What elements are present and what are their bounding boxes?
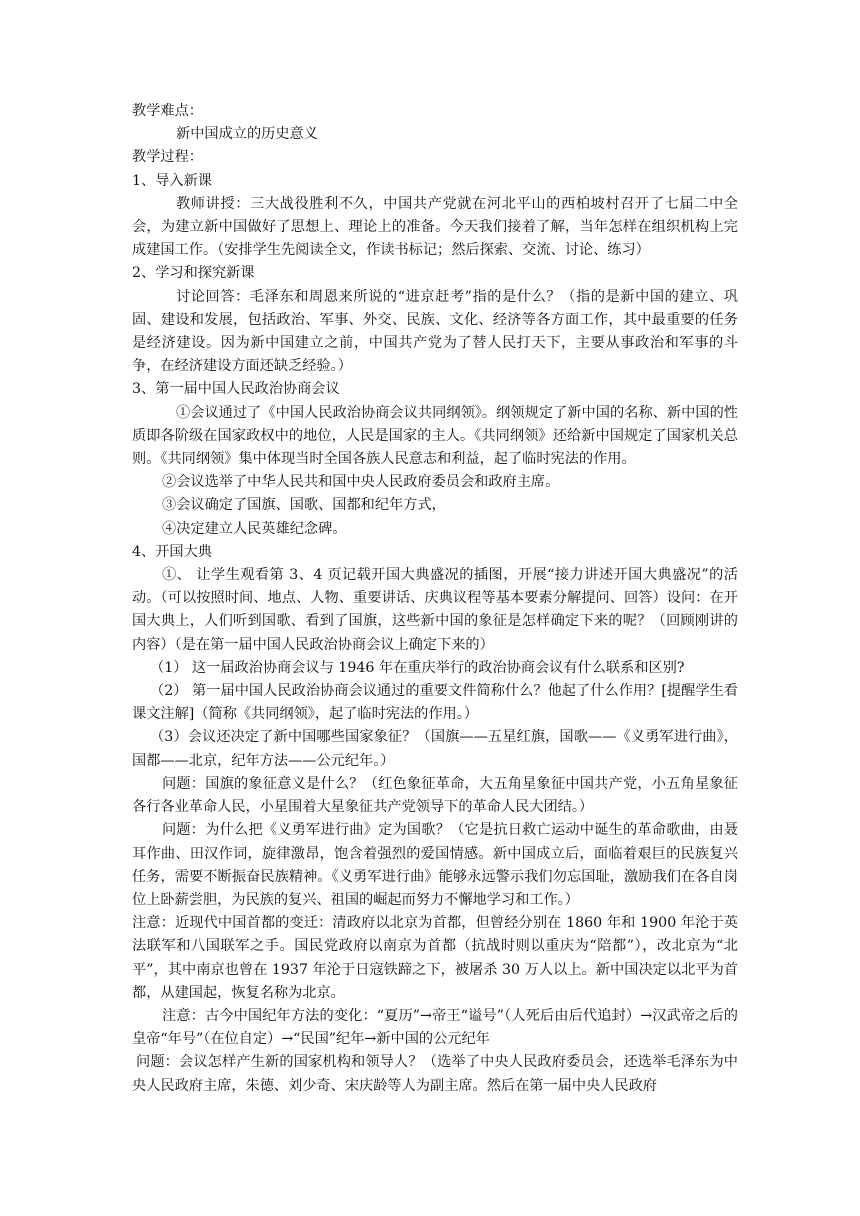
section-3-heading: 3、第一届中国人民政治协商会议 <box>132 381 340 398</box>
document-page <box>132 100 738 1098</box>
note-capital-changes: 注意：近现代中国首都的变迁：清政府以北京为首都，但曾经分别在 1860 年和 1900 年沦于英法联军和八国联军之手。国民党政府以南京为首都（抗战时则以重庆为“陪都”），改北京为“北平”，其中南京也曾在 1937 年沦于日寇铁蹄之下，被屠杀 30 万人以上。新中国决定以北平为首都，从建国起，恢复名称为北京。 <box>132 915 738 1001</box>
section-4-heading: 4、开国大典 <box>132 543 212 560</box>
section-1-paragraph: 教师讲授：三大战役胜利不久，中国共产党就在河北平山的西柏坡村召开了七届二中全会，为建立新中国做好了思想上、理论上的准备。今天我们接着了解，当年怎样在组织机构上完成建国工作。（安排学生先阅读全文，作读书标记；然后探索、交流、讨论、练习） <box>132 195 738 259</box>
question-1: （1） 这一届政治协商会议与 1946 年在重庆举行的政治协商会议有什么联系和区别? <box>150 659 685 676</box>
section-3-item-1: ①会议通过了《中国人民政治协商会议共同纲领》。纲领规定了新中国的名称、新中国的性质即各阶级在国家政权中的地位，人民是国家的主人。《共同纲领》还给新中国规定了国家机关总则。《共同纲领》集中体现当时全国各族人民意志和利益，起了临时宪法的作用。 <box>132 404 738 468</box>
section-2-heading: 2、学习和探究新课 <box>132 265 255 282</box>
section-1-heading: 1、导入新课 <box>132 172 212 189</box>
question-3: （3）会议还决定了新中国哪些国家象征？（国旗——五星红旗，国歌——《义勇军进行曲》，国都——北京，纪年方法——公元纪年。） <box>132 729 738 769</box>
question-flag-meaning: 问题：国旗的象征意义是什么？（红色象征革命，大五角星象征中国共产党，小五角星象征各行各业革命人民，小星围着大星象征共产党领导下的革命人民大团结。） <box>132 775 738 816</box>
section-4-activity: ①、 让学生观看第 3、4 页记载开国大典盛况的插图，开展“接力讲述开国大典盛况”的活动。（可以按照时间、地点、人物、重要讲话、庆典议程等基本要素分解提问、回答）设问：在开国大典上，人们听到国歌、看到了国旗，这些新中国的象征是怎样确定下来的呢？（回顾刚讲的内容）（是在第一届中国人民政治协商会议上确定下来的） <box>132 567 738 653</box>
question-2: （2） 第一届中国人民政治协商会议通过的重要文件简称什么？他起了什么作用？[提醒学生看课文注解]（简称《共同纲领》，起了临时宪法的作用。） <box>132 683 738 723</box>
question-national-anthem: 问题：为什么把《义勇军进行曲》定为国歌？（它是抗日救亡运动中诞生的革命歌曲，由聂耳作曲、田汉作词，旋律激昂，饱含着强烈的爱国情感。新中国成立后，面临着艰巨的民族复兴任务，需要不断振奋民族精神。《义勇军进行曲》能够永远警示我们勿忘国耻，激励我们在各自岗位上卧薪尝胆，为民族的复兴、祖国的崛起而努力不懈地学习和工作。） <box>132 822 738 908</box>
heading-teaching-difficulty: 教学难点： <box>132 103 203 119</box>
section-3-item-3: ③会议确定了国旗、国歌、国都和纪年方式， <box>162 497 446 514</box>
note-calendar-changes: 注意：古今中国纪年方法的变化：“夏历”→帝王“谥号”（人死后由后代追封）→汉武帝之后的皇帝“年号”（在位自定）→“民国”纪年→新中国的公元纪年 <box>132 1007 738 1048</box>
section-3-item-4: ④决定建立人民英雄纪念碑。 <box>162 520 347 537</box>
section-2-paragraph: 讨论回答：毛泽东和周恩来所说的“进京赶考”指的是什么？（指的是新中国的建立、巩固、建设和发展，包括政治、军事、外交、民族、文化、经济等各方面工作，其中最重要的任务是经济建设。因为新中国建立之前，中国共产党为了替人民打天下，主要从事政治和军事的斗争，在经济建设方面还缺乏经验。） <box>132 288 738 375</box>
heading-teaching-process: 教学过程： <box>132 149 203 166</box>
difficulty-content: 新中国成立的历史意义 <box>176 126 318 143</box>
section-3-item-2: ②会议选举了中华人民共和国中央人民政府委员会和政府主席。 <box>162 474 560 491</box>
question-government-organs: 问题：会议怎样产生新的国家机构和领导人？（选举了中央人民政府委员会，还选举毛泽东为中央人民政府主席，朱德、刘少奇、宋庆龄等人为副主席。然后在第一届中央人民政府 <box>132 1054 738 1094</box>
